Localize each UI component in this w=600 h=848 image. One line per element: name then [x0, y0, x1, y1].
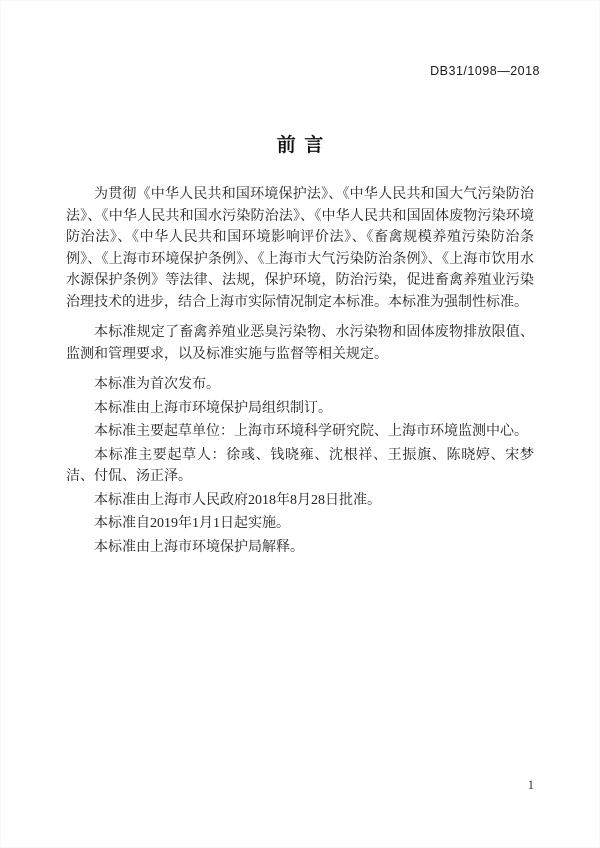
- paragraph-scope: 本标准规定了畜禽养殖业恶臭污染物、水污染物和固体废物排放限值、监测和管理要求，以及标准实施与监督等相关规定。: [66, 325, 534, 362]
- page-number: 1: [527, 778, 534, 792]
- paragraph-purpose: 为贯彻《中华人民共和国环境保护法》、《中华人民共和国大气污染防治法》、《中华人民共和国水污染防治法》、《中华人民共和国固体废物污染环境防治法》、《中华人民共和国环境影响评价法》、《畜禽规模养殖污染防治条例》、《上海市环境保护条例》、《上海市大气污染防治条例》、《上海市饮用水水源保护条例》等法律、法规，保护环境，防治污染，促进畜禽养殖业污染治理技术的进步，结合上海市实际情况制定本标准。本标准为强制性标准。: [66, 187, 534, 310]
- paragraph-implementation-date: 本标准自2019年1月1日起实施。: [94, 516, 290, 531]
- foreword-title: 前言: [276, 135, 332, 156]
- paragraph-interpretation: 本标准由上海市环境保护局解释。: [94, 539, 304, 555]
- paragraph-drafting-units: 本标准主要起草单位：上海市环境科学研究院、上海市环境监测中心。: [94, 424, 528, 439]
- foreword-body: [66, 184, 534, 560]
- paragraph-approval: 本标准由上海市人民政府2018年8月28日批准。: [94, 492, 381, 508]
- paragraph-first-release: 本标准为首次发布。: [94, 377, 220, 392]
- paragraph-organizer: 本标准由上海市环境保护局组织制订。: [94, 400, 332, 416]
- standard-doc-number: DB31/1098—2018: [430, 64, 540, 78]
- paragraph-drafters: 本标准主要起草人：徐彧、钱晓雍、沈根祥、王振旗、陈晓婷、宋梦洁、付侃、汤正泽。: [66, 447, 534, 484]
